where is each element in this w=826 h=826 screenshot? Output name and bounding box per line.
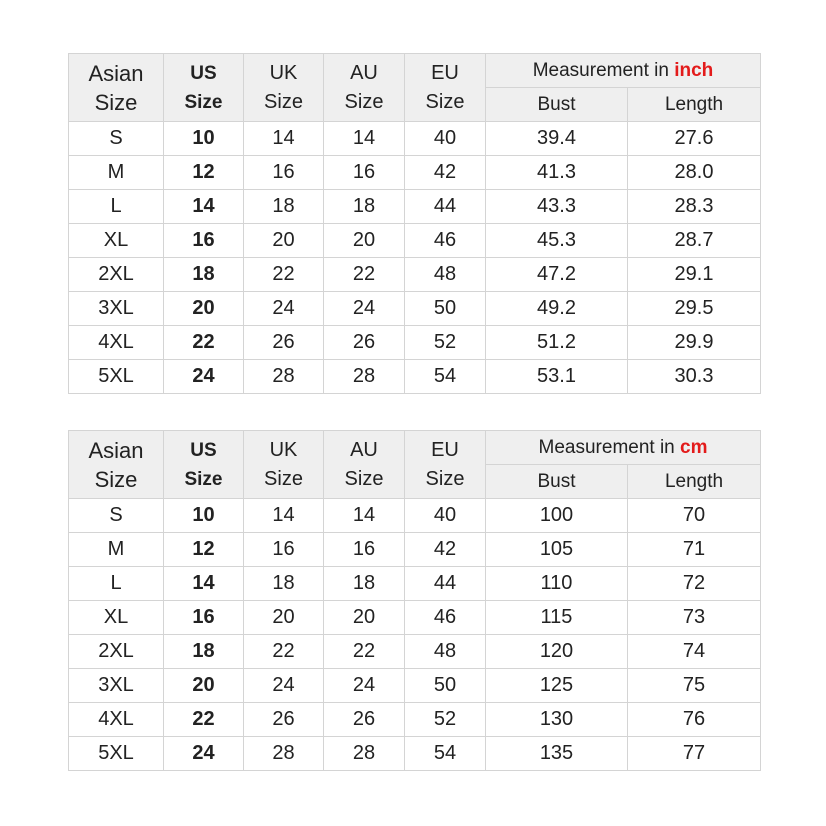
cell-us-size: 10 [164, 499, 244, 533]
cell-us-size: 22 [164, 326, 244, 360]
cell-bust: 53.1 [486, 360, 628, 394]
table-body [69, 122, 761, 394]
cell-asian-size: 5XL [69, 360, 164, 394]
cell-uk-size: 26 [244, 703, 324, 737]
cell-length: 27.6 [628, 122, 761, 156]
table-row [69, 567, 761, 601]
cell-eu-size: 46 [405, 224, 486, 258]
cell-au-size: 16 [324, 533, 405, 567]
cell-length: 75 [628, 669, 761, 703]
cell-au-size: 18 [324, 567, 405, 601]
header-asian-size: Asian Size [69, 431, 164, 499]
cell-asian-size: 4XL [69, 703, 164, 737]
cell-uk-size: 24 [244, 292, 324, 326]
cell-uk-size: 26 [244, 326, 324, 360]
size-chart-cm [68, 430, 761, 771]
cell-length: 28.0 [628, 156, 761, 190]
cell-asian-size: M [69, 533, 164, 567]
table-row [69, 737, 761, 771]
table-row [69, 326, 761, 360]
cell-eu-size: 50 [405, 669, 486, 703]
cell-au-size: 20 [324, 601, 405, 635]
table-row [69, 122, 761, 156]
cell-bust: 43.3 [486, 190, 628, 224]
header-bust: Bust [486, 465, 628, 499]
cell-eu-size: 46 [405, 601, 486, 635]
cell-uk-size: 24 [244, 669, 324, 703]
cell-asian-size: S [69, 122, 164, 156]
cell-length: 29.1 [628, 258, 761, 292]
cell-bust: 110 [486, 567, 628, 601]
header-eu-size: EU Size [405, 54, 486, 122]
cell-au-size: 26 [324, 703, 405, 737]
cell-length: 72 [628, 567, 761, 601]
cell-bust: 120 [486, 635, 628, 669]
cell-us-size: 14 [164, 567, 244, 601]
header-au-size: AU Size [324, 431, 405, 499]
header-uk-size: UK Size [244, 54, 324, 122]
cell-au-size: 18 [324, 190, 405, 224]
header-measurement: Measurement in cm [486, 431, 761, 465]
cell-bust: 39.4 [486, 122, 628, 156]
cell-us-size: 10 [164, 122, 244, 156]
cell-us-size: 16 [164, 601, 244, 635]
cell-au-size: 26 [324, 326, 405, 360]
cell-uk-size: 28 [244, 360, 324, 394]
cell-length: 71 [628, 533, 761, 567]
cell-us-size: 18 [164, 635, 244, 669]
cell-asian-size: 2XL [69, 258, 164, 292]
cell-uk-size: 18 [244, 190, 324, 224]
cell-asian-size: S [69, 499, 164, 533]
cell-bust: 41.3 [486, 156, 628, 190]
table-row [69, 703, 761, 737]
cell-length: 28.3 [628, 190, 761, 224]
cell-bust: 115 [486, 601, 628, 635]
cell-us-size: 18 [164, 258, 244, 292]
cell-length: 29.9 [628, 326, 761, 360]
header-length: Length [628, 465, 761, 499]
cell-bust: 135 [486, 737, 628, 771]
cell-bust: 130 [486, 703, 628, 737]
table-row [69, 156, 761, 190]
cell-au-size: 22 [324, 635, 405, 669]
cell-eu-size: 44 [405, 567, 486, 601]
cell-eu-size: 40 [405, 122, 486, 156]
cell-eu-size: 48 [405, 258, 486, 292]
table-row [69, 669, 761, 703]
table-row [69, 292, 761, 326]
cell-eu-size: 44 [405, 190, 486, 224]
cell-us-size: 14 [164, 190, 244, 224]
header-us-size: US Size [164, 54, 244, 122]
cell-length: 73 [628, 601, 761, 635]
cell-au-size: 22 [324, 258, 405, 292]
cell-length: 74 [628, 635, 761, 669]
table-row [69, 635, 761, 669]
table-body [69, 499, 761, 771]
cell-eu-size: 54 [405, 360, 486, 394]
cell-au-size: 14 [324, 499, 405, 533]
table-row [69, 499, 761, 533]
cell-au-size: 28 [324, 737, 405, 771]
header-au-size: AU Size [324, 54, 405, 122]
cell-asian-size: M [69, 156, 164, 190]
cell-bust: 105 [486, 533, 628, 567]
measurement-unit: inch [674, 59, 714, 81]
cell-uk-size: 16 [244, 533, 324, 567]
cell-asian-size: XL [69, 601, 164, 635]
cell-uk-size: 20 [244, 224, 324, 258]
table-row [69, 224, 761, 258]
table-row [69, 360, 761, 394]
cell-bust: 125 [486, 669, 628, 703]
cell-uk-size: 14 [244, 122, 324, 156]
table-row [69, 533, 761, 567]
cell-length: 77 [628, 737, 761, 771]
cell-au-size: 24 [324, 292, 405, 326]
cell-asian-size: XL [69, 224, 164, 258]
header-us-size: US Size [164, 431, 244, 499]
cell-uk-size: 22 [244, 258, 324, 292]
cell-eu-size: 48 [405, 635, 486, 669]
cell-length: 30.3 [628, 360, 761, 394]
cell-uk-size: 18 [244, 567, 324, 601]
cell-bust: 49.2 [486, 292, 628, 326]
cell-uk-size: 14 [244, 499, 324, 533]
cell-asian-size: 5XL [69, 737, 164, 771]
cell-uk-size: 28 [244, 737, 324, 771]
table-row [69, 601, 761, 635]
cell-au-size: 14 [324, 122, 405, 156]
cell-eu-size: 42 [405, 156, 486, 190]
cell-us-size: 20 [164, 669, 244, 703]
cell-asian-size: 2XL [69, 635, 164, 669]
cell-eu-size: 40 [405, 499, 486, 533]
cell-us-size: 12 [164, 156, 244, 190]
cell-us-size: 24 [164, 360, 244, 394]
cell-eu-size: 54 [405, 737, 486, 771]
header-length: Length [628, 88, 761, 122]
header-asian-size: Asian Size [69, 54, 164, 122]
cell-uk-size: 16 [244, 156, 324, 190]
cell-asian-size: 3XL [69, 669, 164, 703]
cell-us-size: 12 [164, 533, 244, 567]
cell-us-size: 16 [164, 224, 244, 258]
cell-us-size: 20 [164, 292, 244, 326]
cell-au-size: 24 [324, 669, 405, 703]
size-chart-inch [68, 53, 761, 394]
header-eu-size: EU Size [405, 431, 486, 499]
cell-au-size: 28 [324, 360, 405, 394]
cell-bust: 45.3 [486, 224, 628, 258]
cell-length: 76 [628, 703, 761, 737]
cell-us-size: 24 [164, 737, 244, 771]
cell-length: 29.5 [628, 292, 761, 326]
cell-asian-size: L [69, 567, 164, 601]
table-row [69, 190, 761, 224]
cell-asian-size: L [69, 190, 164, 224]
cell-asian-size: 4XL [69, 326, 164, 360]
cell-bust: 100 [486, 499, 628, 533]
cell-bust: 51.2 [486, 326, 628, 360]
header-uk-size: UK Size [244, 431, 324, 499]
cell-eu-size: 52 [405, 703, 486, 737]
cell-uk-size: 22 [244, 635, 324, 669]
cell-bust: 47.2 [486, 258, 628, 292]
cell-uk-size: 20 [244, 601, 324, 635]
cell-length: 70 [628, 499, 761, 533]
cell-au-size: 20 [324, 224, 405, 258]
cell-asian-size: 3XL [69, 292, 164, 326]
header-measurement: Measurement in inch [486, 54, 761, 88]
cell-au-size: 16 [324, 156, 405, 190]
header-bust: Bust [486, 88, 628, 122]
cell-eu-size: 50 [405, 292, 486, 326]
cell-eu-size: 42 [405, 533, 486, 567]
measurement-unit: cm [680, 436, 708, 458]
table-row [69, 258, 761, 292]
cell-us-size: 22 [164, 703, 244, 737]
cell-eu-size: 52 [405, 326, 486, 360]
cell-length: 28.7 [628, 224, 761, 258]
